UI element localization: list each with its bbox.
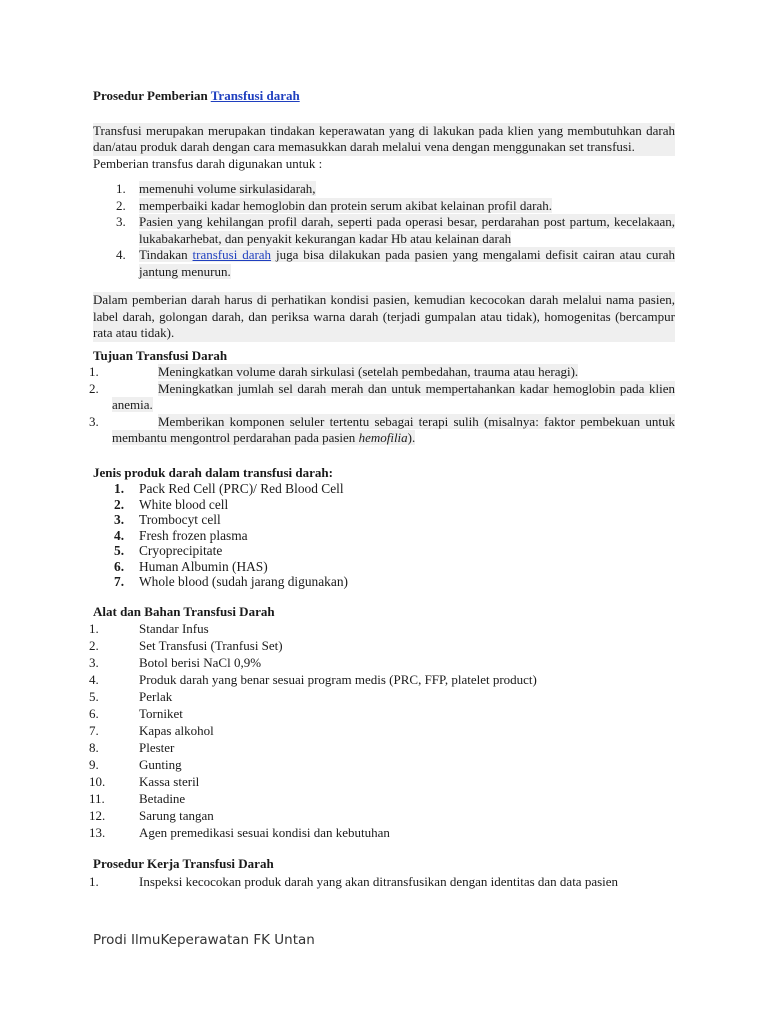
goals-section	[89, 347, 675, 447]
intro-lead: Pemberian transfus darah digunakan untuk :	[93, 155, 323, 171]
list-item: 9. Gunting	[89, 757, 182, 772]
title-link[interactable]: Transfusi darah	[210, 88, 300, 103]
procedure-list	[89, 873, 675, 890]
list-item: 4. Produk darah yang benar sesuai program medis (PRC, FFP, platelet product)	[89, 672, 537, 687]
list-item: 7. Kapas alkohol	[89, 723, 214, 738]
procedure-section	[89, 856, 675, 890]
list-item: 2. Set Transfusi (Tranfusi Set)	[89, 638, 283, 653]
list-item: 2. memperbaiki kadar hemoglobin dan protein serum akibat kelainan profil darah.	[116, 197, 552, 213]
procedure-heading: Prosedur Kerja Transfusi Darah	[93, 856, 274, 871]
page-title: Prosedur Pemberian Transfusi darah	[93, 88, 300, 103]
list-item: 1. Standar Infus	[89, 621, 209, 636]
intro-section	[93, 123, 675, 173]
list-item: 6. Human Albumin (HAS)	[114, 558, 268, 574]
list-item: 2. Meningkatkan jumlah sel darah merah dan untuk mempertahankan kadar hemoglobin pada klien anemia.	[89, 380, 675, 412]
products-list	[93, 481, 675, 590]
list-item: 5. Perlak	[89, 689, 173, 704]
document-page	[89, 88, 675, 890]
list-item: 3. Pasien yang kehilangan profil darah, seperti pada operasi besar, perdarahan post partum, kecelakaan, lukabakarhebat, dan penyakit kekurangan kadar Hb atau kelainan darah	[116, 214, 675, 246]
inline-link[interactable]: transfusi darah	[192, 247, 272, 262]
tools-section	[89, 603, 675, 842]
tools-heading: Alat dan Bahan Transfusi Darah	[93, 603, 275, 619]
products-section	[93, 465, 675, 590]
goals-heading: Tujuan Transfusi Darah	[93, 347, 228, 363]
list-item: 1. Pack Red Cell (PRC)/ Red Blood Cell	[114, 481, 344, 496]
list-item: 5. Cryoprecipitate	[114, 543, 223, 558]
goals-list	[89, 364, 675, 447]
list-item: 1. Meningkatkan volume darah sirkulasi (setelah pembedahan, trauma atau heragi).	[89, 364, 579, 379]
list-item: 3. Memberikan komponen seluler tertentu sebagai terapi sulih (misalnya: faktor pembekuan untuk membantu mengontrol perdarahan pada pasien hemofilia).	[89, 413, 675, 445]
list-item: 3. Botol berisi NaCl 0,9%	[89, 655, 262, 670]
list-item: 13. Agen premedikasi sesuai kondisi dan kebutuhan	[89, 825, 390, 840]
list-item: 4. Fresh frozen plasma	[114, 527, 248, 543]
list-item: 12. Sarung tangan	[89, 808, 214, 823]
products-heading: Jenis produk darah dalam transfusi darah:	[93, 464, 333, 480]
condition-paragraph: Dalam pemberian darah harus di perhatikan kondisi pasien, kemudian kecocokan darah melalui nama pasien, label darah, golongan darah, dan periksa warna darah (terjadi gumpalan atau tidak), homogenitas (bercampur rata atau tidak).	[93, 292, 675, 340]
intro-paragraph: Transfusi merupakan merupakan tindakan keperawatan yang di lakukan pada klien yang membutuhkan darah dan/atau produk darah dengan cara memasukkan darah melalui vena dengan menggunakan set transfusi.	[93, 122, 675, 154]
list-item: 11. Betadine	[89, 791, 186, 806]
list-item: 2. White blood cell	[114, 496, 229, 512]
list-item: 3. Trombocyt cell	[114, 512, 221, 527]
page-footer: Prodi IlmuKeperawatan FK Untan	[93, 932, 315, 948]
list-item: 8. Plester	[89, 740, 175, 755]
list-item: 7. Whole blood (sudah jarang digunakan)	[114, 574, 348, 589]
list-item: 1. Inspeksi kecocokan produk darah yang akan ditransfusikan dengan identitas dan data pasien	[89, 873, 619, 889]
list-item: 4. Tindakan transfusi darah juga bisa dilakukan pada pasien yang mengalami defisit cairan atau curah jantung menurun.	[116, 247, 675, 279]
list-item: 6. Torniket	[89, 706, 183, 721]
list-item: 10. Kassa steril	[89, 774, 200, 789]
list-item: 1. memenuhi volume sirkulasidarah,	[116, 181, 316, 196]
tools-list	[89, 620, 675, 841]
purpose-list	[93, 181, 675, 280]
